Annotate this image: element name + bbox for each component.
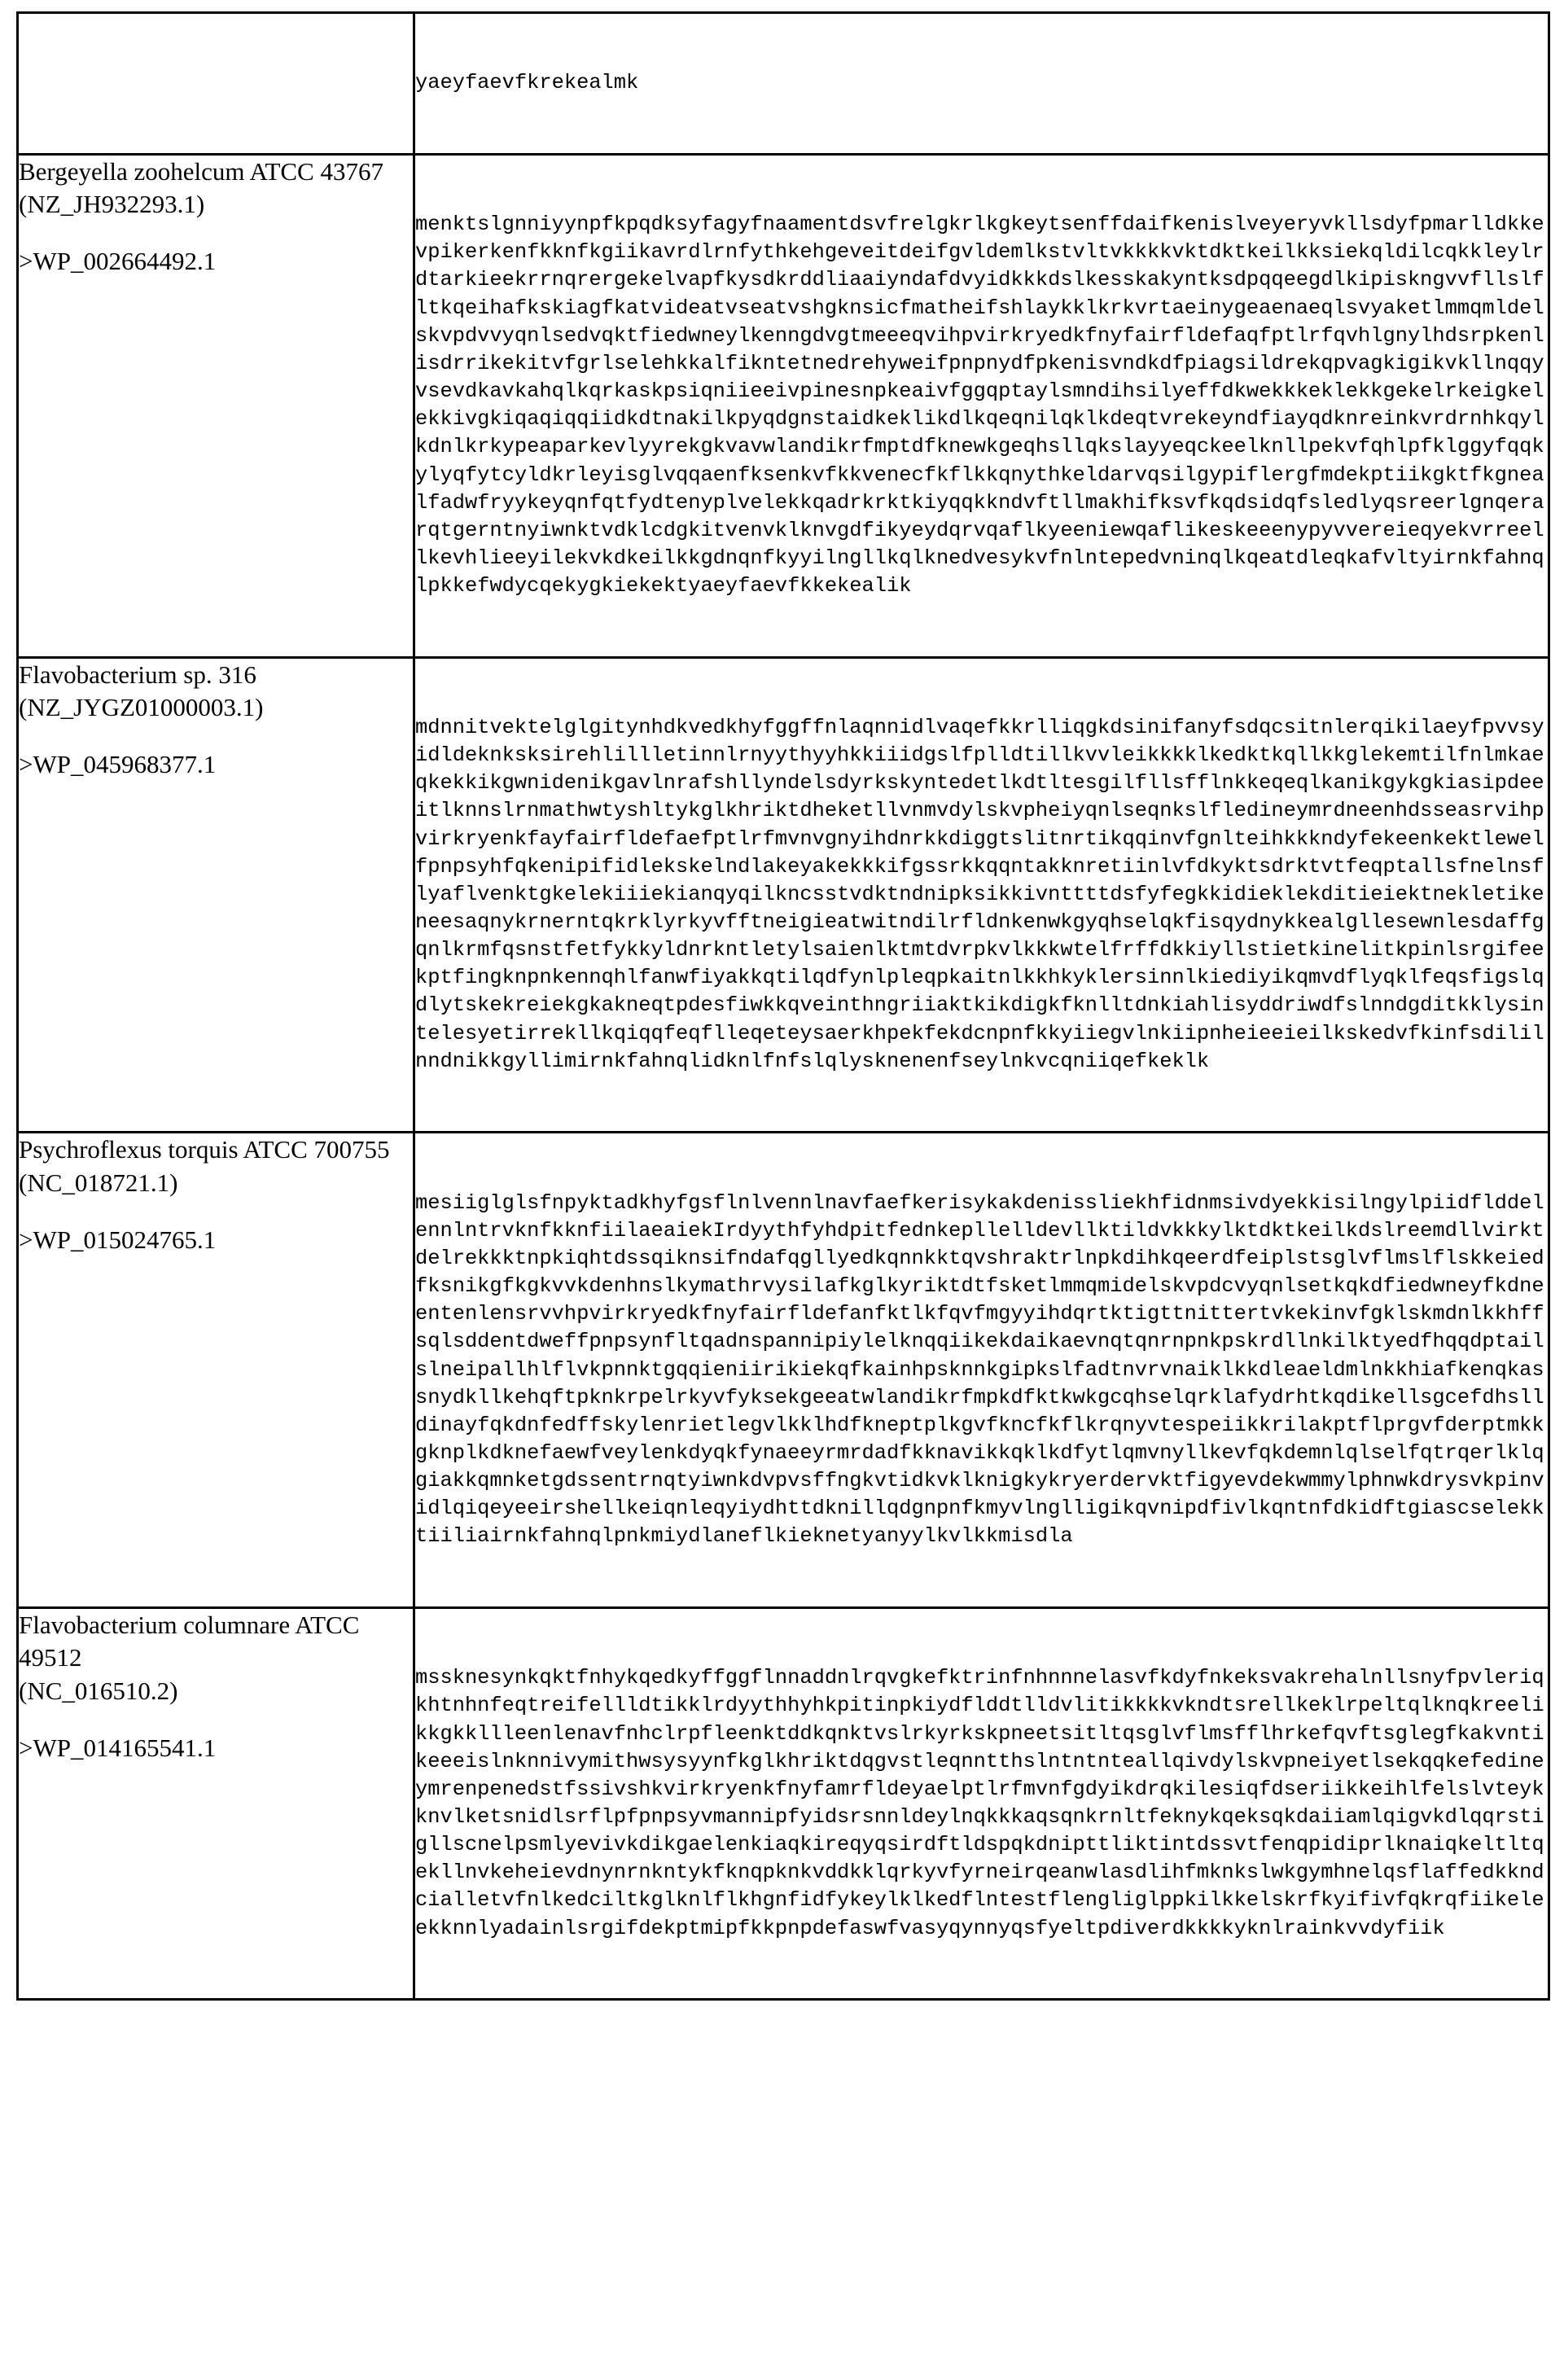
organism-name: Flavobacterium sp. 316 — [19, 660, 256, 689]
organism-cell — [18, 1133, 414, 1608]
table-row — [18, 13, 1549, 155]
table-row — [18, 1133, 1549, 1608]
sequence-cell — [414, 13, 1549, 155]
protein-id: >WP_002664492.1 — [19, 247, 217, 276]
organism-name: Psychroflexus torquis ATCC 700755 — [19, 1135, 390, 1164]
spacer — [19, 221, 413, 245]
sequence-cell — [414, 1133, 1549, 1608]
sequence-cell — [414, 1607, 1549, 1999]
organism-accession: (NC_018721.1) — [19, 1168, 178, 1197]
organism-accession: (NZ_JH932293.1) — [19, 190, 205, 219]
protein-sequence: mdnnitvektelglgitynhdkvedkhyfggffnlaqnnidlvaqefkkrlliqgkdsinifanyfsdqcsitnlerqikilaeyfpvvsyidldeknksksirehlillletinnlrnyythyyhkkiiidgslfplldtillkvvleikkkklkedktkqllkkglekemtilfnlmkaeqkekkikgwnidenikgavlnrafshllyndelsdyrkskyntedetlkdtltesgilfllsfflnkkeqeqlkanikgykgkiasipdeeitlknnslrnmathwtyshltykglkhriktdheketllvnmvdylskvpheiyqnlseqnkslfledineymrdneenhdsseasrvihpvirkryenkfayfairfldefaefptlrfmvnvgnyihdnrkkdiggtslitnrtikqqinvfgnlteihkkkndyfekeenkektlewelfpnpsyhfqkenipifidlekskelndlakeyakekkkifgssrkkqqntakknretiinlvfdkyktsdrktvtfeqptallsfnelnsflyaflvenktgkelekiiiekianqyqilkncsstvdktndnipksikkivnttttdsfyfegkkidieklekditieiektnekletikeneesaqnykrnerntqkrklyrkyvfftneigieatwitndilrfldnkenwkgyqhselqkfisqydnykkealgllesewnlesdaffgqnlkrmfqsnstfetfykkyldnrkntletylsaienlktmtdvrpkvlkkkwtelfrffdkkiyllstietkinelitkpinlsrgifeekptfingknpnkennqhlfanwfiyakkqtilqdfynlpleqpkaitnlkkhkyklersinnlkiediyikqmvdflyqklfeqsfigslqdlytskekreiekgkakneqtpdesfiwkkqveinthngriiaktkikdigkfknlltdnkiahlisyddriwdfslnndgditkklysintelesyetirrekllkqiqqfeqflleqeteysaerkhpekfekdcnpnfkkyiiegvlnkiipnheieeieilkskedvfkinfsdililnndnikkgyllimirnkfahnqlidknlfnfslqlysknenenfseylnkvcqniiqefkeklk — [415, 715, 1544, 1073]
organism-name: Flavobacterium columnare ATCC 49512 — [19, 1610, 360, 1672]
organism-cell — [18, 13, 414, 155]
table-row — [18, 657, 1549, 1133]
organism-name: Bergeyella zoohelcum ATCC 43767 — [19, 156, 383, 186]
sequence-cell — [414, 154, 1549, 657]
protein-sequence: mesiiglglsfnpyktadkhyfgsflnlvennlnavfaefkerisykakdenissliekhfidnmsivdyekkisilngylpiidflddelennlntrvknfkknfiilaeaiekIrdyythfyhdpitfednkepllelldevllktildvkkkylktdktkeilkdslreemdllvirktdelrekkktnpkiqhtdssqiknsifndafqgllyedkqnnkktqvshraktrlnpkdihkqeerdfeiplstsglvflmslflskkeiedfksnikgfkgkvvkdenhnslkymathrvysilafkglkyriktdtfsketlmmqmidelskvpdcvyqnlsetkqkdfiedwneyfkdneentenlensrvvhpvirkryedkfnyfairfldefanfktlkfqvfmgyyihdqrtktigttnittertvkekinvfgklskmdnlkkhffsqlsddentdweffpnpsynfltqadnspannipiylelknqqiikekdaikaevnqtqnrnpnkpskrdllnkilktyedfhqqdptailslneipallhlflvkpnnktgqqieniirikiekqfkainhpsknnkgipkslfadtnvrvnaiklkkdleaeldmlnkkhiafkenqkassnydkllkehqftpknkrpelrkyvfyksekgeeatwlandikrfmpkdfktkwkgcqhselqrklafydrhtkqdikellsgcefdhslldinayfqkdnfedffskylenrietlegvlkklhdfkneptplkgvfkncfkflkrqnyvtespeiikkrilakptflprgvfderptmkkgknplkdknefaewfveylenkdyqkfynaeeyrmrdadfkknavikkqklkdfytlqmvnyllkevfqkdemnlqlselfqtrqerlklqgiakkqmnketgdssentrnqtyiwnkdvpvsffngkvtidkvklknigkykryerdervktfigyevdekwmmylphnwkdrysvkpinvidlqiqeyeeirshellkeiqnleqyiydhttdknillqdgnpnfkmyvlnglligikqvnipdfivlkqntnfdkidftgiascselekktiiliairnkfahnqlpnkmiydlaneflkieknetyanyylkvlkkmisdla — [415, 1190, 1544, 1549]
table-row — [18, 154, 1549, 657]
protein-sequence: yaeyfaevfkrekealmk — [415, 71, 639, 95]
spacer — [19, 1199, 413, 1224]
sequence-cell — [414, 657, 1549, 1133]
sequence-table — [16, 11, 1550, 2001]
sequence-table-body — [18, 13, 1549, 2000]
protein-sequence: mssknesynkqktfnhykqedkyffggflnnaddnlrqvgkefktrinfnhnnnelasvfkdyfnkeksvakrehalnllsnyfpvleriqkhtnhnfeqtreifellldtikklrdyythhyhkpitinpkiydflddtlldvlitikkkkvkndtsrellkeklrpeltqlknqkreelikkgkkllleenlenavfnhclrpfleenktddkqnktvslrkyrkskpneetsitltqsglvflmsfflhrkefqvftsglegfkakvntikeeeislnknnivymithwsysyynfkglkhriktdqgvstleqnntthslntntnteallqivdylskvpneiyetlsekqqkefedineymrenpenedstfssivshkvirkryenkfnyfamrfldeyaelptlrfmvnfgdyikdrqkilesiqfdseriikkeihlfelslvteykknvlketsnidlsrflpfpnpsyvmannipfyidsrsnnldeylnqkkkaqsqnkrnltfeknykqeksqkdaiiamlqigvkdlqqrstigllscnelpsmlyevivkdikgaelenkiaqkireqyqsirdftldspqkdnipttliktintdssvtfenqpidiprlknaiqkeltltqekllnvkeheievdnynrnkntykfknqpknkvddkklqrkyvfyrneirqeanwlasdlihfmknkslwkgymhnelqsflaffedkkndcialletvfnlkedciltkglknlflkhgnfidfykeylklkedflntestflengliglppkilkkelskrfkyifivfqkrqfiikeleekknnlyadainlsrgifdekptmipfkkpnpdefaswfvasyqynnyqsfyeltpdiverdkkkkyknlrainkvvdyfiik — [415, 1666, 1544, 1940]
spacer — [19, 1707, 413, 1732]
organism-cell — [18, 1607, 414, 1999]
protein-id: >WP_045968377.1 — [19, 750, 217, 779]
organism-cell — [18, 154, 414, 657]
protein-id: >WP_014165541.1 — [19, 1733, 217, 1762]
protein-id: >WP_015024765.1 — [19, 1225, 217, 1254]
protein-sequence: menktslgnniyynpfkpqdksyfagyfnaamentdsvfrelgkrlkgkeytsenffdaifkenislveyeryvkllsdyfpmarlldkkevpikerkenfkknfkgiikavrdlrnfythkehgeveitdeifgvldemlkstvltvkkkkvktdktkeilkksiekqldilcqkkleylrdtarkieekrrnqrergekelvapfkysdkrddliaaiyndafdvyidkkkdslkesskakyntksdpqqeegdlkipiskngvvfllslfltkqeihafkskiagfkatvideatvseatvshgknsicfmatheifshlaykklkrkvrtaeinygeaenaeqlsvyaketlmmqmldelskvpdvvyqnlsedvqktfiedwneylkenngdvgtmeeeqvihpvirkryedkfnyfairfldefaqfptlrfqvhlgnylhdsrpkenlisdrrikekitvfgrlselehkkalfikntetnedrehyweifpnpnydfpkenisvndkdfpiagsildrekqpvagkigikvkllnqqyvsevdkavkahqlkqrkaskpsiqniieeivpinesnpkeaivfggqptaylsmndihsilyeffdkwekkkeklekkgekelrkeigkelekkivgkiqaqiqqiidkdtnakilkpyqdgnstaidkeklikdlkqeqnilqklkdeqtvrekeyndfiayqdknreinkvrdrnhkqylkdnlkrkypeaparkevlyyrekgkvavwlandikrfmptdfknewkgeqhsllqkslayyeqckeelknllpekvfqhlpfklggyfqqkylyqfytcyldkrleyisglvqqaenfksenkvfkkvenecfkflkkqnythkeldarvqsilgypiflergfmdekptiikgktfkgnealfadwfryykeyqnfqtfydtenyplvelekkqadrkrktkiyqqkkndvftllmakhifksvfkqdsidqfsledlyqsreerlgnqerarqtgerntnyiwnktvdklcdgkitvenvklknvgdfikyeydqrvqaflkyeeniewqaflikeskeeenypyvvereieqyekvrreellkevhlieeyilekvkdkeilkkgdnqnfkyyilngllkqlknedvesykvfnlntepedvninqlkqeatdleqkafvltyirnkfahnqlpkkefwdycqekygkiekektyaeyfaevfkkekealik — [415, 213, 1544, 598]
table-row — [18, 1607, 1549, 1999]
organism-cell — [18, 657, 414, 1133]
spacer — [19, 724, 413, 748]
organism-accession: (NC_016510.2) — [19, 1676, 178, 1705]
organism-accession: (NZ_JYGZ01000003.1) — [19, 692, 264, 721]
